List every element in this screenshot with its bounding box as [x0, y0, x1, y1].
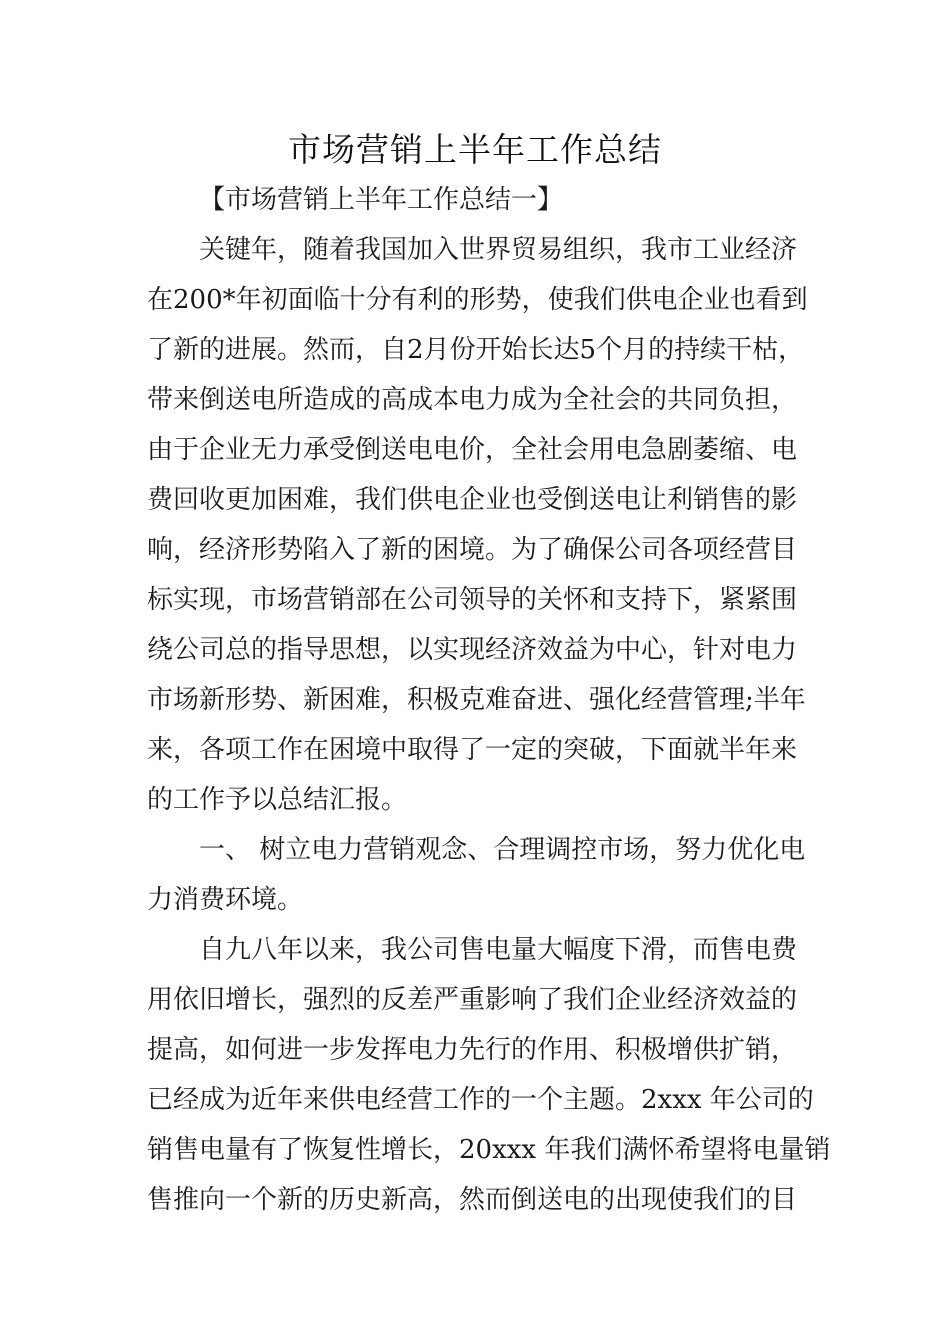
paragraph-line: 费回收更加困难，我们供电企业也受倒送电让利销售的影	[147, 485, 798, 515]
paragraph-line: 提高，如何进一步发挥电力先行的作用、积极增供扩销，	[147, 1035, 798, 1065]
paragraph-line: 绕公司总的指导思想，以实现经济效益为中心，针对电力	[147, 635, 798, 665]
document-title: 市场营销上半年工作总结	[288, 130, 662, 169]
paragraph-line: 用依旧增长，强烈的反差严重影响了我们企业经济效益的	[147, 985, 798, 1015]
paragraph-line: 的工作予以总结汇报。	[147, 785, 408, 815]
paragraph-line: 来，各项工作在困境中取得了一定的突破，下面就半年来	[147, 735, 798, 765]
paragraph-line: 市场新形势、新困难，积极克难奋进、强化经营管理;半年	[147, 685, 806, 715]
paragraph-line: 售推向一个新的历史新高，然而倒送电的出现使我们的目	[147, 1185, 798, 1215]
paragraph-line: 响，经济形势陷入了新的困境。为了确保公司各项经营目	[147, 535, 798, 565]
paragraph-line: 自九八年以来，我公司售电量大幅度下滑，而售电费	[199, 935, 798, 965]
paragraph-line: 销售电量有了恢复性增长，20xxx 年我们满怀希望将电量销	[147, 1135, 831, 1165]
paragraph-line: 了新的进展。然而，自2月份开始长达5个月的持续干枯，	[147, 335, 805, 365]
paragraph-line: 关键年，随着我国加入世界贸易组织，我市工业经济	[199, 235, 798, 265]
section-heading-line: 力消费环境。	[147, 885, 304, 915]
section-heading-line: 一、 树立电力营销观念、合理调控市场，努力优化电	[199, 835, 806, 865]
paragraph-line: 带来倒送电所造成的高成本电力成为全社会的共同负担，	[147, 385, 798, 415]
paragraph-line: 由于企业无力承受倒送电电价，全社会用电急剧萎缩、电	[147, 435, 798, 465]
paragraph-line: 在200*年初面临十分有利的形势，使我们供电企业也看到	[147, 285, 808, 315]
section-subtitle: 【市场营销上半年工作总结一】	[199, 185, 564, 215]
paragraph-line: 标实现，市场营销部在公司领导的关怀和支持下，紧紧围	[147, 585, 798, 615]
paragraph-line: 已经成为近年来供电经营工作的一个主题。2xxx 年公司的	[147, 1085, 814, 1115]
